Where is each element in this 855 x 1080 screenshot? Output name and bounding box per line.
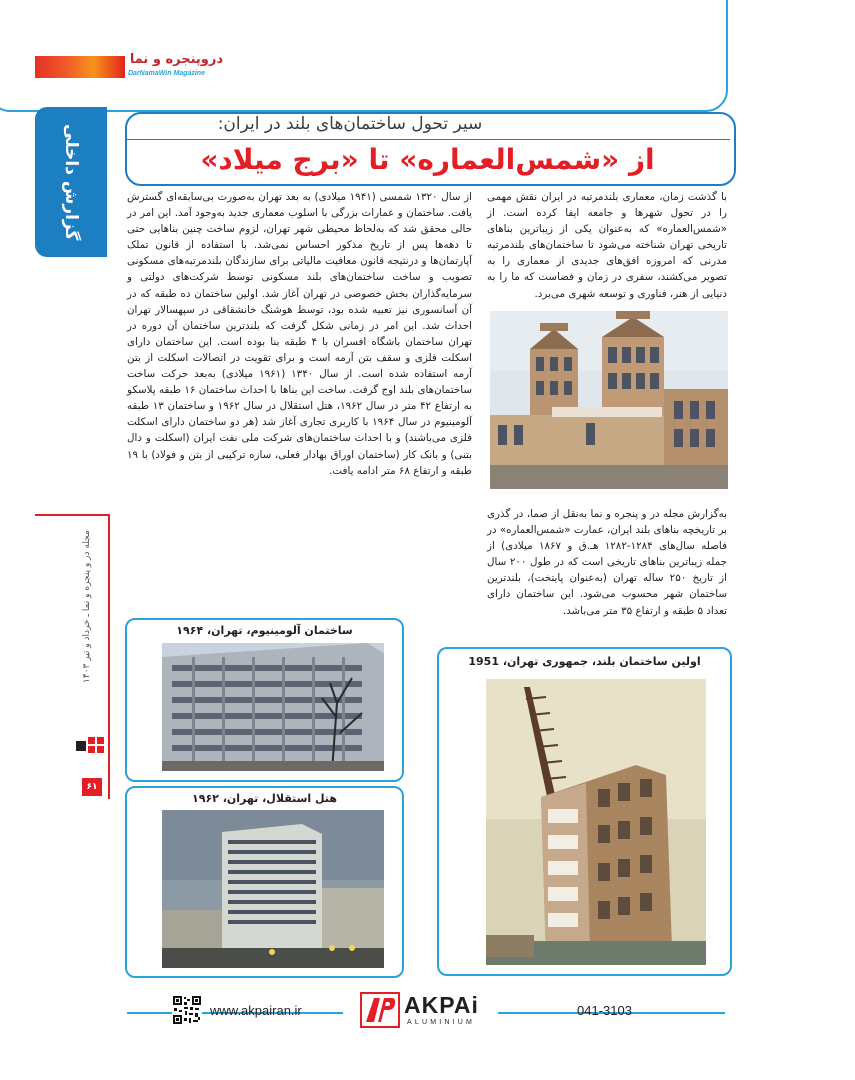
shams-ol-emareh-photo <box>490 311 728 489</box>
jomhouri-building-frame <box>437 647 732 976</box>
side-divider-vertical <box>108 514 110 799</box>
jomhouri-caption: اولین ساختمان بلند، جمهوری تهران، 1951 <box>468 655 701 668</box>
color-strip <box>35 56 125 78</box>
logo-title: دروپنجره و نما <box>129 52 223 67</box>
article-paragraph-history: از سال ۱۳۲۰ شمسی (۱۹۴۱ میلادی) به بعد تهران به‌صورت بی‌سابقه‌ای گسترش یافت. ساختمان و عمارات بزرگی با اسلوب معماری جدید به‌وجود آمد. این امر در حالی محقق شد که به‌لحاظ محیطی شهر تهران، لزوم ساخت چنین بناهایی حتی تا دهه‌ها پس از تاریخ مذکور احساس نمی‌شد. با استفاده از قانون تملک آپارتمان‌ها و درنتیجه قانون معافیت مالیاتی برای سازندگان بلندمرتبه‌های مسکونی تصویب و ساخت ساختمان‌های بلند مسکونی توسط شرکت‌های دولتی و سرمایه‌گذاران بخش خصوصی در تهران آغاز شد. اولین ساختمان ده طبقه که در آن آسانسوری نیز تعبیه شده بود، توسط هوشنگ خانشقاقی در سپهسالار تهران احداث شد. این امر در زمانی شکل گرفت که بلندترین ساختمان آن دوره در تهران ساختمان باشگاه افسران با ۴ طبقه بنا بوده است. این ساختمان دارای اسکلت فلزی و سقف بتن آرمه است و برای تقویت در اتصالات اسکلت از بتن آرمه استفاده شده است. از سال ۱۳۴۰ (۱۹۶۱ میلادی) به‌بعد حرکت ساخت ساختمان‌های بلند اوج گرفت. ساخت این بناها با احداث ساختمان ۱۶ طبقه پلاسکو به ارتفاع ۴۲ متر در سال ۱۹۶۲، هتل استقلال در سال ۱۹۶۲ و ساختمان ۱۳ طبقه آلومینیوم در سال ۱۹۶۴ با کاربری تجاری آغاز شد (هر دو ساختمان دارای اسکلت فلزی می‌باشند) و با احداث ساختمان‌های شرکت ملی نفت ایران (اسکلت و دال بتنی) و بانک کار (ساختمان اوراق بهادار فعلی، سازه ترکیبی از بتن و فولاد) با ۱۹ طبقه و ارتفاع ۶۸ متر ادامه یافت. <box>127 191 473 477</box>
logo-subtitle: DarNamaWin Magazine <box>128 70 205 77</box>
aluminium-building-photo <box>162 643 384 771</box>
page-number: ۶۱ <box>82 778 102 796</box>
aluminium-caption: ساختمان آلومینیوم، تهران، ۱۹۶۴ <box>176 624 353 637</box>
qr-code-icon[interactable] <box>172 995 202 1025</box>
issue-caption: مجله در و پنجره و نما ـ خرداد و تیر ۱۴۰۳ <box>82 530 92 683</box>
jomhouri-building-photo <box>486 679 706 965</box>
title-divider <box>127 139 730 140</box>
phone-number: 041-3103 <box>577 1003 632 1018</box>
article-headline: از «شمس‌العماره» تا «برج میلاد» <box>200 143 655 176</box>
article-kicker: سیر تحول ساختمان‌های بلند در ایران: <box>217 114 483 134</box>
esteghlal-hotel-frame <box>125 786 404 978</box>
magazine-logo[interactable] <box>128 52 223 82</box>
section-tab <box>35 107 107 257</box>
aluminium-building-frame <box>125 618 404 782</box>
section-label: گزارش داخلی <box>61 123 81 241</box>
side-divider-horizontal <box>35 514 109 516</box>
esteghlal-hotel-photo <box>162 810 384 968</box>
window-mark-icon <box>76 735 106 755</box>
article-intro: با گذشت زمان، معماری بلندمرتبه در ایران نقش مهمی را در تحول شهرها و جامعه ایفا کرده است. از «شمس‌العماره» که به‌عنوان یکی از زیباترین بناهای تاریخی تهران شناخته می‌شود تا ساختمان‌های بلندمرتبه مدرنی که امروزه افق‌های جدیدی از معماری را به تصویر می‌کشند، سفری در زمان و فضاست که ما را به دنیایی از هنر، فناوری و توسعه شهری می‌برد. <box>487 191 727 300</box>
esteghlal-caption: هتل استقلال، تهران، ۱۹۶۲ <box>192 792 337 805</box>
website-link[interactable]: www.akpairan.ir <box>210 1003 302 1018</box>
akpai-brand: AKPAi <box>404 992 479 1018</box>
akpai-logo-icon <box>360 992 400 1028</box>
article-paragraph-shams: به‌گزارش مجله در و پنجره و نما به‌نقل از صما، در گذری بر تاریخچه بناهای بلند ایران، عمارت «شمس‌العماره» در فاصله سال‌های ۱۲۸۴-۱۲۸۲ هـ.ق و ۱۸۶۷ میلادی) از جمله زیباترین بناهای تاریخی است که در طول ۲۰۰ سال از تاریخ ۲۵۰ ساله تهران (به‌عنوان پایتخت)، بلندترین ساختمان شهر محسوب می‌شود. این ساختمان دارای تعداد ۵ طبقه و ارتفاع ۳۵ متر می‌باشد. <box>487 508 727 617</box>
akpai-brand-sub: ALUMINIUM <box>407 1019 476 1026</box>
